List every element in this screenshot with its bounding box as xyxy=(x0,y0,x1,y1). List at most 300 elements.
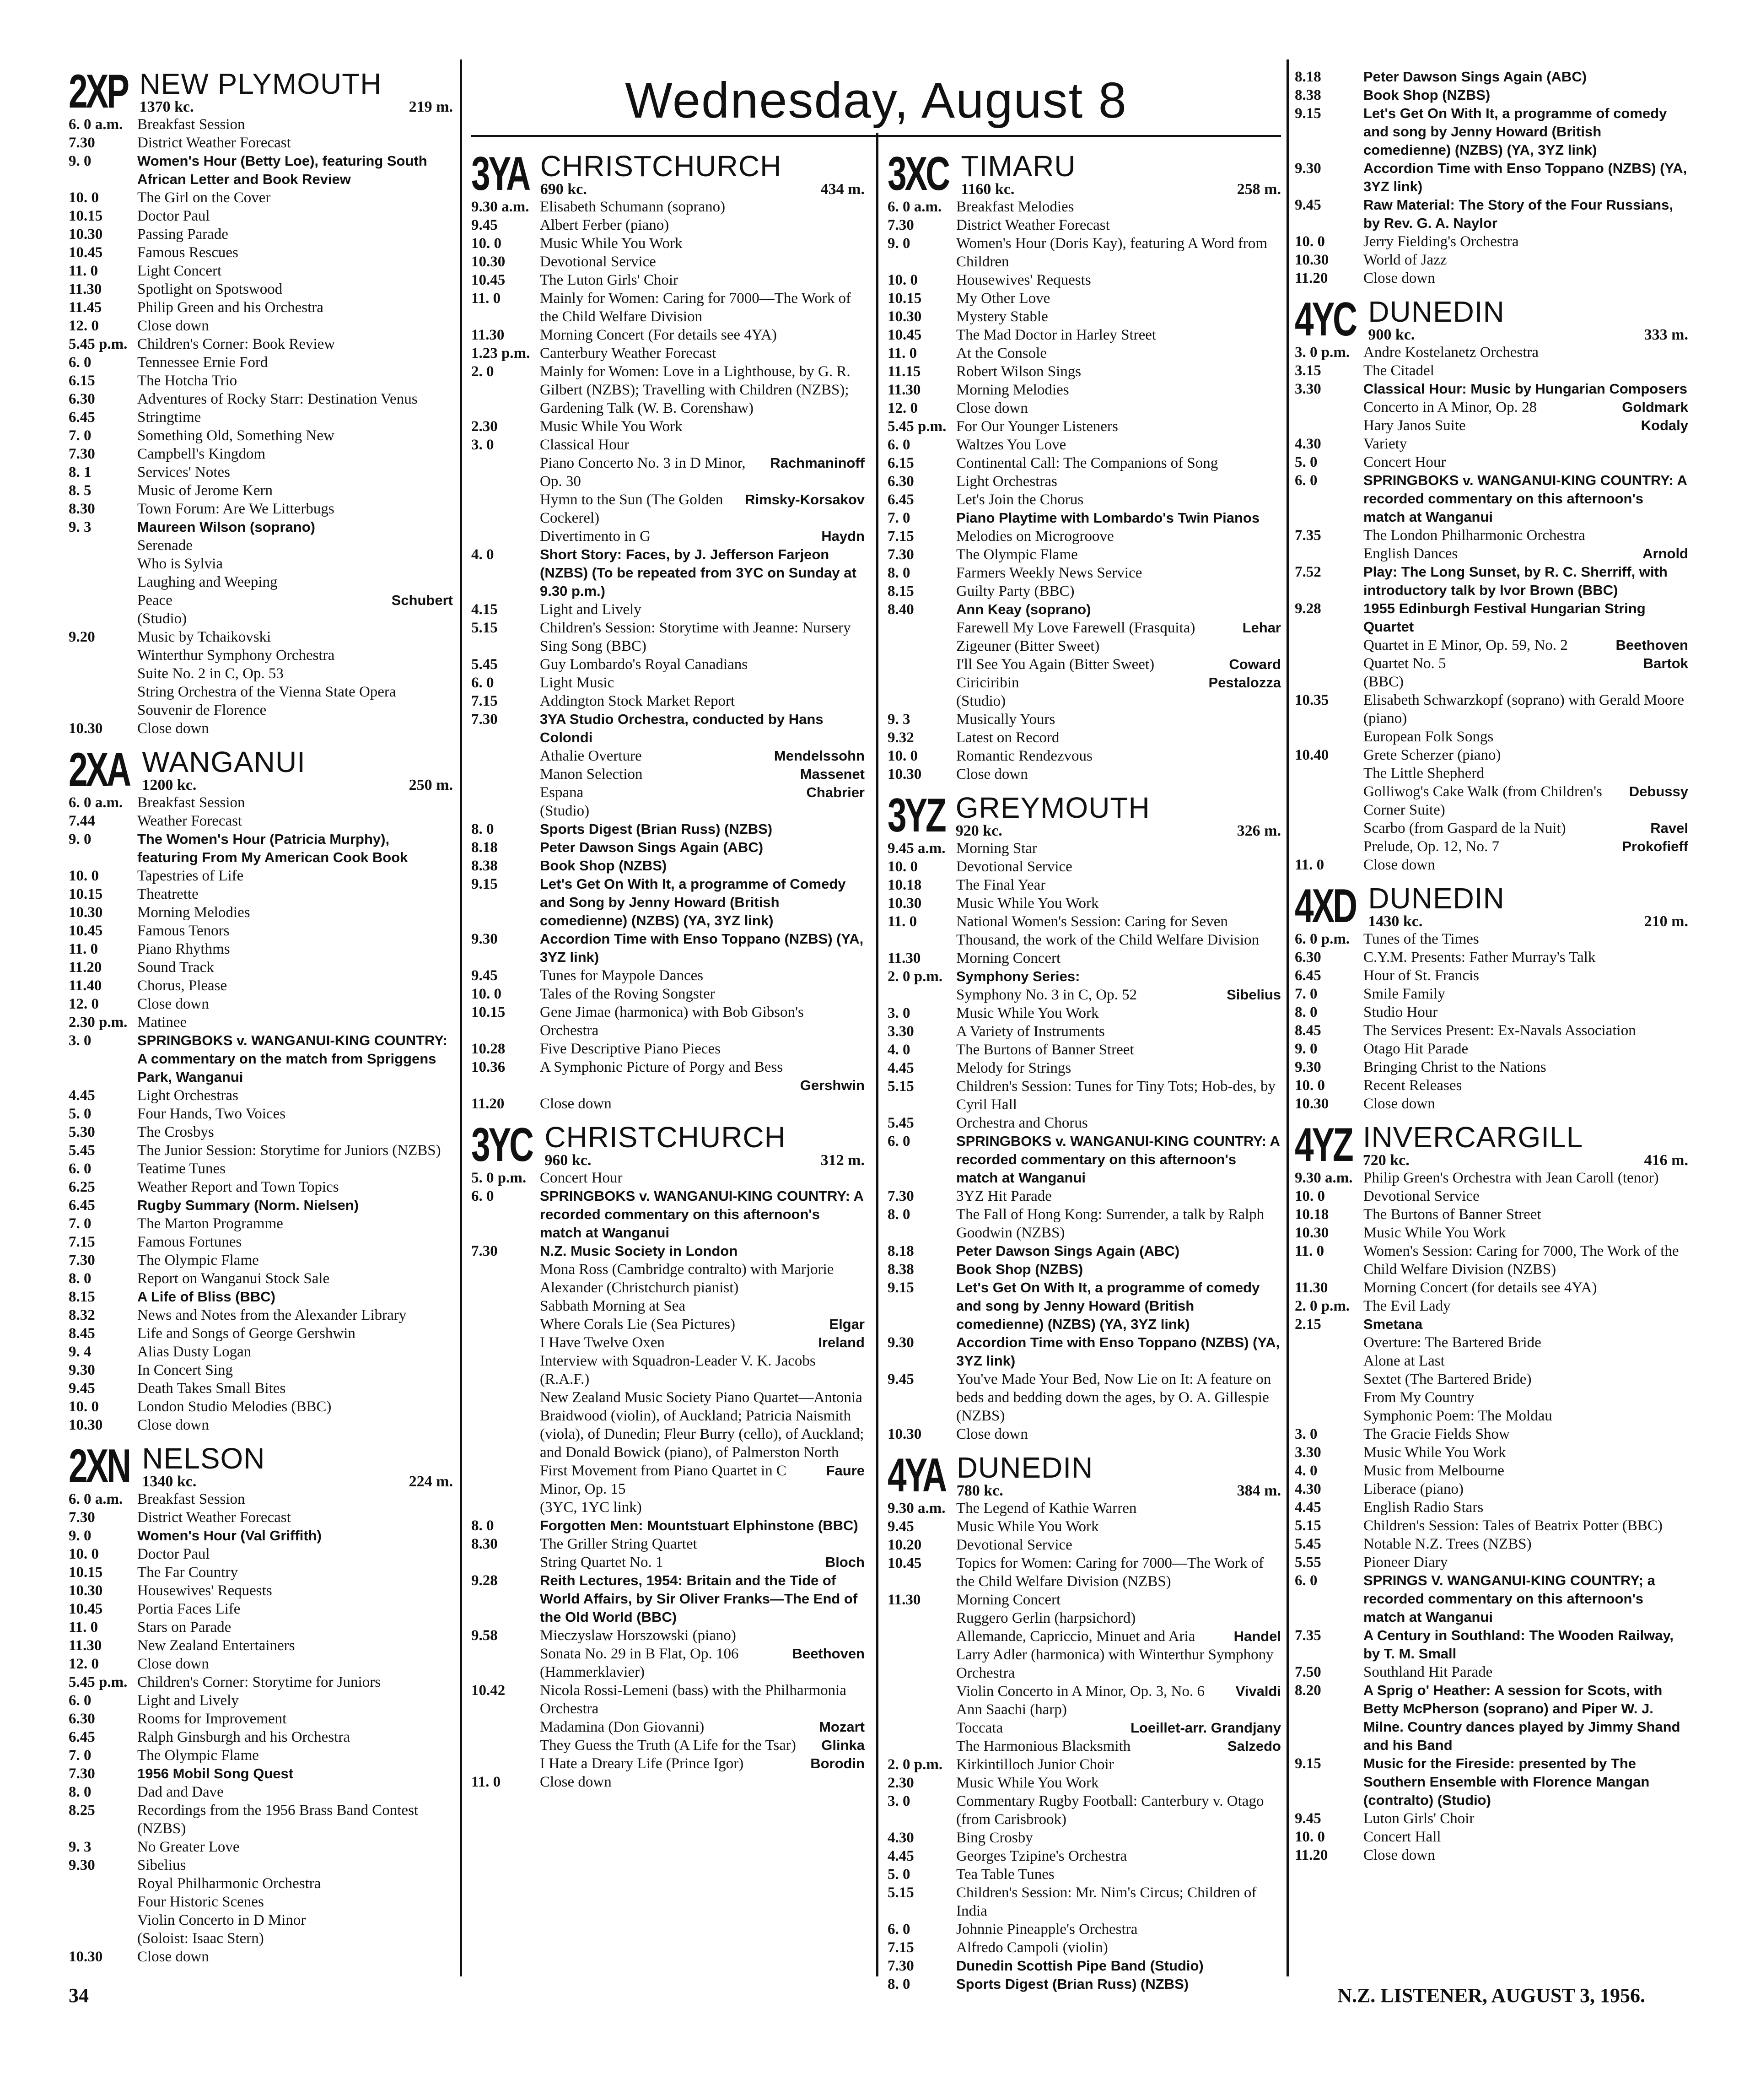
program-time: 10. 0 xyxy=(69,1398,99,1415)
program-entry xyxy=(1295,1003,1688,1021)
program-title: The Burtons of Banner Street xyxy=(1363,1206,1541,1223)
program-title: District Weather Forecast xyxy=(137,135,291,151)
program-entry xyxy=(69,335,453,353)
detail-line xyxy=(137,555,453,573)
program-time: 8. 0 xyxy=(888,1976,910,1992)
detail-work: (Studio) xyxy=(956,693,1006,709)
program-time: 6.30 xyxy=(69,1711,95,1727)
program-title: Southland Hit Parade xyxy=(1363,1664,1493,1680)
detail-work: Ann Saachi (harp) xyxy=(956,1701,1067,1718)
column-divider xyxy=(1287,59,1289,1976)
program-title: Peter Dawson Sings Again (ABC) xyxy=(956,1243,1180,1259)
program-time: 9.30 xyxy=(1295,160,1321,177)
detail-line xyxy=(1363,636,1688,654)
program-title: Philip Green and his Orchestra xyxy=(137,299,323,316)
program-entry xyxy=(69,1673,453,1691)
program-title: SPRINGBOKS v. WANGANUI-KING COUNTRY: A commentary on the match from Spriggens Park, Wanganui xyxy=(137,1032,447,1085)
station-info xyxy=(142,1443,453,1490)
station-block xyxy=(888,1449,1281,1993)
program-entry xyxy=(471,1003,865,1040)
detail-work: (3YC, 1YC link) xyxy=(540,1499,642,1516)
detail-work: String Quartet No. 1 xyxy=(540,1554,663,1571)
program-entry xyxy=(1295,380,1688,398)
program-time: 6. 0 xyxy=(1295,472,1318,489)
program-title: Nicola Rossi-Lemeni (bass) with the Philharmonia Orchestra xyxy=(540,1682,846,1717)
program-time: 10.30 xyxy=(1295,1096,1329,1112)
program-entry xyxy=(888,436,1281,454)
program-time: 2.15 xyxy=(1295,1316,1321,1333)
detail-work: Divertimento in G xyxy=(540,528,651,545)
program-title: Short Story: Faces, by J. Jefferson Farjeon (NZBS) (To be repeated from 3YC on Sunday at 9.30 p.m.) xyxy=(540,546,856,599)
program-title: Music While You Work xyxy=(1363,1444,1506,1461)
program-time: 5.45 xyxy=(888,1115,914,1131)
program-entry xyxy=(69,830,453,867)
program-entry xyxy=(888,1792,1281,1829)
program-time: 9.15 xyxy=(471,876,498,892)
detail-composer: Haydn xyxy=(821,528,865,544)
program-title: Ralph Ginsburgh and his Orchestra xyxy=(137,1729,350,1745)
station-frequency xyxy=(956,823,1281,839)
program-title: Close down xyxy=(956,1426,1028,1442)
program-entry xyxy=(1295,86,1688,104)
program-entry xyxy=(888,417,1281,436)
program-title: Light Music xyxy=(540,675,614,691)
program-entry xyxy=(888,1755,1281,1774)
program-title: N.Z. Music Society in London xyxy=(540,1243,738,1259)
program-time: 8.38 xyxy=(471,858,498,874)
program-time: 8. 0 xyxy=(69,1270,92,1287)
program-entry xyxy=(69,445,453,463)
detail-work: Souvenir de Florence xyxy=(137,702,267,718)
program-title: Breakfast Session xyxy=(137,116,245,133)
program-entry xyxy=(69,1105,453,1123)
program-entry xyxy=(1295,1242,1688,1279)
program-entry xyxy=(471,619,865,655)
program-entry xyxy=(69,1343,453,1361)
program-time: 6.45 xyxy=(888,491,914,508)
station-city: INVERCARGILL xyxy=(1362,1121,1583,1154)
program-details xyxy=(888,619,1281,710)
detail-work: Toccata xyxy=(956,1720,1003,1736)
program-time: 10.30 xyxy=(69,1582,103,1599)
program-title: Passing Parade xyxy=(137,226,228,243)
program-title: A Variety of Instruments xyxy=(956,1023,1105,1040)
program-entry xyxy=(69,1233,453,1251)
program-time: 9. 0 xyxy=(888,235,910,252)
detail-work: (Soloist: Isaac Stern) xyxy=(137,1930,264,1947)
program-title: Breakfast Session xyxy=(137,1491,245,1507)
program-title: 1955 Edinburgh Festival Hungarian String Quartet xyxy=(1363,600,1646,635)
detail-line xyxy=(540,1645,865,1681)
station-header xyxy=(1295,293,1688,346)
program-title: The Griller String Quartet xyxy=(540,1536,697,1552)
program-title: Devotional Service xyxy=(540,254,656,270)
program-entry xyxy=(69,977,453,995)
program-title: Accordion Time with Enso Toppano (NZBS) (YA, 3YZ link) xyxy=(540,931,864,965)
program-title: Morning Concert xyxy=(956,950,1061,966)
program-details xyxy=(69,1874,453,1948)
program-time: 9.30 a.m. xyxy=(1295,1170,1353,1186)
program-title: Tunes for Maypole Dances xyxy=(540,967,704,984)
detail-work: Golliwog's Cake Walk (from Children's Corner Suite) xyxy=(1363,783,1602,818)
program-title: Bringing Christ to the Nations xyxy=(1363,1059,1546,1075)
program-entry xyxy=(1295,1754,1688,1809)
detail-line xyxy=(1363,673,1688,691)
program-time: 5. 0 p.m. xyxy=(471,1170,527,1186)
program-title: Accordion Time with Enso Toppano (NZBS) (YA, 3YZ link) xyxy=(1363,160,1687,194)
program-entry xyxy=(69,298,453,317)
program-entry xyxy=(69,1856,453,1874)
program-entry xyxy=(471,271,865,289)
detail-line xyxy=(137,536,453,555)
program-title: The Crosbys xyxy=(137,1124,214,1140)
station-header xyxy=(471,147,865,200)
program-entry xyxy=(888,1242,1281,1260)
program-time: 6. 0 xyxy=(69,1692,92,1709)
program-entry xyxy=(1295,1076,1688,1095)
program-entry xyxy=(1295,966,1688,985)
detail-work: Piano Concerto No. 3 in D Minor, Op. 30 xyxy=(540,455,746,490)
program-title: Sound Track xyxy=(137,959,214,976)
program-title: SPRINGBOKS v. WANGANUI-KING COUNTRY: A recorded commentary on this afternoon's match at Wanganui xyxy=(1363,472,1687,525)
detail-line xyxy=(956,1737,1281,1755)
program-entry xyxy=(1295,691,1688,728)
program-entry xyxy=(1295,1040,1688,1058)
program-title: Concert Hall xyxy=(1363,1829,1441,1845)
program-entry xyxy=(1295,930,1688,948)
program-title: Close down xyxy=(137,318,209,334)
program-entry xyxy=(1295,1058,1688,1076)
program-time: 6. 0 xyxy=(888,437,910,453)
program-title: Close down xyxy=(1363,857,1435,873)
program-entry xyxy=(471,289,865,326)
detail-line xyxy=(137,591,453,610)
detail-work: Ciriciribin xyxy=(956,675,1019,691)
program-entry xyxy=(1295,68,1688,86)
program-entry xyxy=(1295,1095,1688,1113)
program-entry xyxy=(69,1324,453,1343)
station-info xyxy=(957,1452,1281,1499)
detail-composer: Sibelius xyxy=(1227,987,1281,1003)
program-title: Dunedin Scottish Pipe Band (Studio) xyxy=(956,1958,1204,1974)
program-entry xyxy=(888,1829,1281,1847)
program-time: 11.20 xyxy=(1295,270,1328,286)
station-block xyxy=(1295,293,1688,874)
detail-composer: Schubert xyxy=(391,592,453,608)
program-entry xyxy=(888,1260,1281,1279)
detail-composer: Massenet xyxy=(800,766,865,782)
program-time: 12. 0 xyxy=(69,996,99,1012)
station-callsign: 4YZ xyxy=(1295,1118,1352,1171)
program-title: Children's Corner: Book Review xyxy=(137,336,335,352)
program-entry xyxy=(888,509,1281,527)
detail-line xyxy=(540,1553,865,1571)
program-title: Romantic Rendezvous xyxy=(956,748,1093,764)
detail-work: Laughing and Weeping xyxy=(137,574,278,590)
station-kc: 1430 kc. xyxy=(1368,913,1423,930)
program-title: Notable N.Z. Trees (NZBS) xyxy=(1363,1536,1532,1552)
program-details xyxy=(1295,1333,1688,1425)
program-details xyxy=(1295,398,1688,435)
station-block xyxy=(69,65,453,738)
program-entry xyxy=(888,527,1281,545)
program-entry xyxy=(1295,1279,1688,1297)
program-time: 11. 0 xyxy=(69,941,98,957)
program-title: Five Descriptive Piano Pieces xyxy=(540,1041,721,1057)
program-time: 8.18 xyxy=(888,1243,914,1259)
program-entry xyxy=(888,1114,1281,1132)
station-city: WANGANUI xyxy=(142,745,306,778)
detail-line xyxy=(956,986,1281,1004)
program-entry xyxy=(69,1691,453,1710)
program-title: Latest on Record xyxy=(956,729,1060,746)
detail-line xyxy=(956,1719,1281,1737)
program-time: 9.30 xyxy=(888,1334,914,1351)
program-time: 6. 0 a.m. xyxy=(888,199,942,215)
program-entry xyxy=(888,545,1281,564)
page-title: Wednesday, August 8 xyxy=(625,72,1127,129)
station-frequency xyxy=(1363,1152,1688,1169)
program-time: 3. 0 xyxy=(888,1793,910,1809)
program-entry xyxy=(1295,1021,1688,1040)
program-entry xyxy=(69,372,453,390)
program-entry xyxy=(1295,1571,1688,1626)
program-time: 6. 0 p.m. xyxy=(1295,931,1350,947)
station-kc: 720 kc. xyxy=(1362,1152,1410,1169)
program-entry xyxy=(471,930,865,966)
program-entry xyxy=(1295,599,1688,636)
program-time: 2. 0 p.m. xyxy=(1295,1298,1350,1314)
detail-composer: Ravel xyxy=(1650,820,1688,836)
program-title: Peter Dawson Sings Again (ABC) xyxy=(1363,69,1587,85)
detail-line xyxy=(1363,1333,1688,1352)
program-title: Guilty Party (BBC) xyxy=(956,583,1075,599)
program-time: 10.30 xyxy=(69,226,103,243)
program-title: Women's Hour (Betty Loe), featuring South African Letter and Book Review xyxy=(137,153,427,187)
station-block xyxy=(1295,882,1688,1113)
detail-line xyxy=(137,646,453,664)
program-entry xyxy=(1295,1846,1688,1864)
program-entry xyxy=(1295,159,1688,196)
program-time: 6.45 xyxy=(1295,967,1321,984)
station-wavelength: 219 m. xyxy=(409,98,453,115)
program-time: 7. 0 xyxy=(888,510,910,526)
program-entry xyxy=(888,362,1281,381)
program-title: Close down xyxy=(540,1774,612,1790)
page-number: 34 xyxy=(69,1984,89,2007)
detail-line xyxy=(137,1911,453,1929)
program-time: 5.45 p.m. xyxy=(69,1674,128,1690)
program-entry xyxy=(888,1059,1281,1077)
detail-line xyxy=(1363,545,1688,563)
program-title: Reith Lectures, 1954: Britain and the Tide of World Affairs, by Sir Oliver Franks—The End of the Old World (BBC) xyxy=(540,1572,858,1625)
detail-composer: Loeillet-arr. Grandjany xyxy=(1130,1720,1281,1736)
program-title: Women's Hour (Val Griffith) xyxy=(137,1528,322,1544)
program-time: 9.45 xyxy=(471,217,498,233)
program-entry xyxy=(69,1618,453,1636)
program-time: 11.45 xyxy=(69,299,102,316)
program-title: Andre Kostelanetz Orchestra xyxy=(1363,344,1539,361)
program-time: 9. 0 xyxy=(69,153,92,169)
program-title: Melodies on Microgroove xyxy=(956,528,1114,545)
program-entry xyxy=(69,115,453,134)
program-time: 11.40 xyxy=(69,977,102,994)
detail-work: Zigeuner (Bitter Sweet) xyxy=(956,638,1100,654)
program-time: 2. 0 p.m. xyxy=(888,1756,943,1773)
program-details xyxy=(471,1718,865,1773)
program-title: Breakfast Melodies xyxy=(956,199,1074,215)
station-block xyxy=(471,147,865,1113)
detail-line xyxy=(956,692,1281,710)
detail-line xyxy=(540,1333,865,1352)
program-title: Musically Yours xyxy=(956,711,1055,728)
program-title: The Gracie Fields Show xyxy=(1363,1426,1510,1442)
program-time: 3.30 xyxy=(1295,1444,1321,1461)
program-time: 4.45 xyxy=(69,1087,95,1104)
program-entry xyxy=(69,812,453,830)
detail-work: Quartet No. 5 xyxy=(1363,655,1446,672)
detail-composer: Elgar xyxy=(829,1316,865,1332)
program-entry xyxy=(69,1416,453,1434)
program-title: Weather Report and Town Topics xyxy=(137,1179,339,1195)
program-title: Devotional Service xyxy=(1363,1188,1480,1204)
program-time: 10. 0 xyxy=(471,986,501,1002)
station-info xyxy=(956,793,1281,839)
program-title: Children's Session: Mr. Nim's Circus; Children of India xyxy=(956,1884,1257,1919)
program-entry xyxy=(471,1571,865,1626)
program-entry xyxy=(1295,196,1688,232)
program-entry xyxy=(888,1132,1281,1187)
detail-work: The Harmonious Blacksmith xyxy=(956,1738,1131,1754)
station-frequency xyxy=(140,99,453,115)
program-time: 2.30 xyxy=(888,1775,914,1791)
program-entry xyxy=(69,207,453,225)
station-info xyxy=(1368,883,1688,930)
program-title: A Sprig o' Heather: A session for Scots, with Betty McPherson (soprano) and Piper W. J. Milne. Country dances played by Jimmy Shand and his Band xyxy=(1363,1682,1680,1753)
station-callsign: 3YZ xyxy=(888,789,945,842)
station-wavelength: 312 m. xyxy=(820,1152,865,1169)
program-time: 6.30 xyxy=(1295,949,1321,966)
program-title: The London Philharmonic Orchestra xyxy=(1363,527,1585,544)
program-title: Services' Notes xyxy=(137,464,230,480)
program-entry xyxy=(471,674,865,692)
program-title: Symphony Series: xyxy=(956,968,1080,984)
station-header xyxy=(888,147,1281,200)
detail-line xyxy=(956,1646,1281,1682)
program-time: 11. 0 xyxy=(471,290,501,307)
program-time: 5.15 xyxy=(1295,1517,1321,1534)
program-title: Guy Lombardo's Royal Canadians xyxy=(540,656,748,673)
program-time: 10. 0 xyxy=(1295,1077,1325,1094)
detail-work: Serenade xyxy=(137,537,193,554)
station-wavelength: 384 m. xyxy=(1237,1482,1281,1499)
program-entry xyxy=(471,966,865,985)
program-title: Forgotten Men: Mountstuart Elphinstone (BBC) xyxy=(540,1517,858,1533)
column-divider xyxy=(876,133,878,1976)
program-time: 3. 0 xyxy=(69,1032,92,1049)
detail-composer: Pestalozza xyxy=(1208,675,1281,691)
program-entry xyxy=(1295,471,1688,526)
program-time: 9.45 xyxy=(888,1371,914,1387)
program-entry xyxy=(888,1536,1281,1554)
detail-line xyxy=(1363,1370,1688,1388)
station-city: GREYMOUTH xyxy=(955,791,1150,824)
detail-work: I Hate a Dreary Life (Prince Igor) xyxy=(540,1755,744,1772)
program-entry xyxy=(888,710,1281,729)
program-entry xyxy=(1295,948,1688,966)
program-entry xyxy=(1295,1828,1688,1846)
program-time: 9.30 xyxy=(1295,1059,1321,1075)
program-entry xyxy=(888,1370,1281,1425)
detail-work: Hymn to the Sun (The Golden Cockerel) xyxy=(540,491,723,526)
program-entry xyxy=(888,765,1281,783)
program-title: Sports Digest (Brian Russ) (NZBS) xyxy=(956,1976,1189,1992)
detail-line xyxy=(540,783,865,802)
program-time: 6. 0 xyxy=(69,1161,92,1177)
program-entry xyxy=(888,308,1281,326)
detail-composer: Rimsky-Korsakov xyxy=(745,491,865,507)
program-title: Women's Hour (Doris Kay), featuring A Word from Children xyxy=(956,235,1268,270)
detail-composer: Vivaldi xyxy=(1235,1683,1281,1699)
program-time: 7.30 xyxy=(888,546,914,563)
station-wavelength: 333 m. xyxy=(1644,326,1688,343)
program-title: Music While You Work xyxy=(540,235,683,252)
detail-work: Quartet in E Minor, Op. 59, No. 2 xyxy=(1363,637,1568,653)
program-title: Light and Lively xyxy=(540,601,641,618)
program-entry xyxy=(1295,1535,1688,1553)
detail-work: First Movement from Piano Quartet in C Minor, Op. 15 xyxy=(540,1463,786,1497)
program-entry xyxy=(888,491,1281,509)
program-title: Tapestries of Life xyxy=(137,868,244,884)
program-entry xyxy=(471,1187,865,1242)
detail-line xyxy=(540,1754,865,1773)
station-kc: 1160 kc. xyxy=(961,181,1015,198)
program-entry xyxy=(69,958,453,977)
program-time: 10.18 xyxy=(888,877,922,893)
program-time: 8. 0 xyxy=(69,1784,92,1800)
detail-work: Athalie Overture xyxy=(540,748,642,764)
program-entry xyxy=(1295,1187,1688,1205)
program-entry xyxy=(471,820,865,838)
program-entry xyxy=(69,1746,453,1765)
program-entry xyxy=(69,518,453,536)
program-time: 5.15 xyxy=(888,1078,914,1095)
program-time: 10.42 xyxy=(471,1682,506,1699)
detail-line xyxy=(137,664,453,683)
program-time: 10. 0 xyxy=(888,272,918,288)
program-time: 10.45 xyxy=(69,1601,103,1617)
program-entry xyxy=(471,1040,865,1058)
station-callsign: 2XN xyxy=(69,1440,129,1493)
detail-line xyxy=(540,765,865,783)
program-entry xyxy=(1295,1224,1688,1242)
program-time: 10. 0 xyxy=(69,868,99,884)
detail-composer: Prokofieff xyxy=(1622,838,1688,854)
program-entry xyxy=(69,1563,453,1582)
program-time: 9.30 a.m. xyxy=(471,199,529,215)
station-wavelength: 258 m. xyxy=(1237,181,1281,198)
program-time: 7.35 xyxy=(1295,1627,1321,1644)
program-title: The Hotcha Trio xyxy=(137,372,237,389)
program-title: Maureen Wilson (soprano) xyxy=(137,519,315,535)
detail-work: Peace xyxy=(137,592,172,609)
program-title: Smile Family xyxy=(1363,986,1445,1002)
program-entry xyxy=(471,1242,865,1260)
program-title: English Radio Stars xyxy=(1363,1499,1484,1516)
program-time: 11.20 xyxy=(69,959,102,976)
station-kc: 1200 kc. xyxy=(142,777,197,794)
program-title: Music by Tchaikovski xyxy=(137,629,271,645)
